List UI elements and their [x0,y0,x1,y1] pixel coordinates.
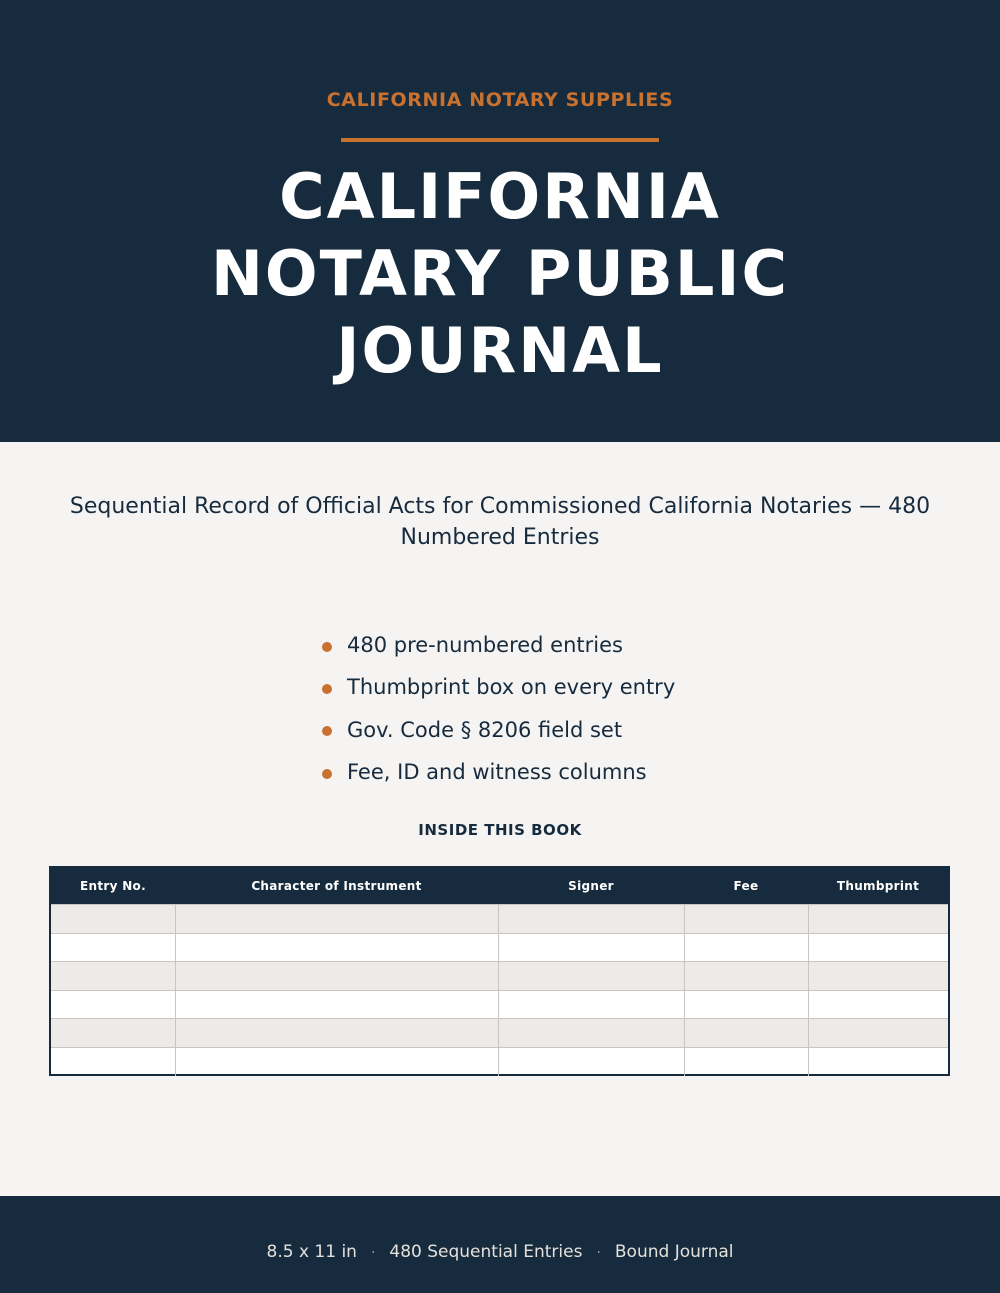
spec-size: 8.5 x 11 in [266,1242,357,1262]
table-cell [498,905,684,933]
table-row [51,933,948,962]
table-cell [808,934,948,962]
table-cell [175,1048,498,1076]
table-cell [498,1019,684,1047]
column-header-thumbprint: Thumbprint [836,879,920,893]
table-cell [684,962,808,990]
spec-entries: 480 Sequential Entries [389,1242,583,1262]
title-line-1: CALIFORNIA [279,160,721,233]
sample-journal-table [49,866,950,1076]
bullet-icon [322,726,332,736]
table-cell [684,1048,808,1076]
column-header-instrument: Character of Instrument [251,879,422,893]
table-cell [175,962,498,990]
table-row [51,1018,948,1047]
spec-binding: Bound Journal [614,1242,734,1262]
bullet-icon [322,769,332,779]
table-cell [51,1048,175,1076]
table-cell [51,905,175,933]
column-header-entry-no: Entry No. [80,879,146,893]
table-cell [684,905,808,933]
table-cell [808,1048,948,1076]
feature-list [322,624,675,793]
spec-separator: · [370,1245,376,1261]
table-cell [498,1048,684,1076]
table-cell [175,905,498,933]
table-cell [808,991,948,1019]
table-row [51,1047,948,1076]
table-cell [498,962,684,990]
table-header [51,868,948,904]
table-cell [175,1019,498,1047]
feature-item [322,624,675,666]
spec-separator: · [596,1245,601,1261]
title-line-3: JOURNAL [336,314,664,387]
table-cell [684,1019,808,1047]
table-row [51,904,948,933]
table-cell [498,991,684,1019]
table-cell [51,1019,175,1047]
table-row [51,961,948,990]
bullet-icon [322,642,332,652]
feature-item [322,709,675,751]
publisher-name: CALIFORNIA NOTARY SUPPLIES [326,89,674,111]
table-cell [684,934,808,962]
column-header-signer: Signer [568,879,614,893]
table-cell [808,905,948,933]
feature-text: Fee, ID and witness columns [347,760,647,785]
column-header-fee: Fee [733,879,759,893]
feature-text: Thumbprint box on every entry [347,675,676,700]
table-cell [175,934,498,962]
table-cell [498,934,684,962]
section-label: INSIDE THIS BOOK [418,821,582,839]
table-row [51,990,948,1019]
feature-text: Gov. Code § 8206 field set [347,717,623,742]
book-title [0,158,1000,389]
table-body [51,904,948,1076]
subtitle: Sequential Record of Official Acts for Commissioned California Notaries — 480 Numbered Entries [69,494,931,550]
bullet-icon [322,684,332,694]
table-cell [51,962,175,990]
feature-text: 480 pre-numbered entries [347,633,623,658]
title-line-2: NOTARY PUBLIC [210,237,789,310]
table-cell [51,934,175,962]
table-cell [808,962,948,990]
table-cell [175,991,498,1019]
feature-item [322,751,675,793]
accent-divider [341,138,659,142]
table-cell [808,1019,948,1047]
table-cell [51,991,175,1019]
spec-line [0,1242,1000,1262]
feature-item [322,666,675,708]
table-cell [684,991,808,1019]
